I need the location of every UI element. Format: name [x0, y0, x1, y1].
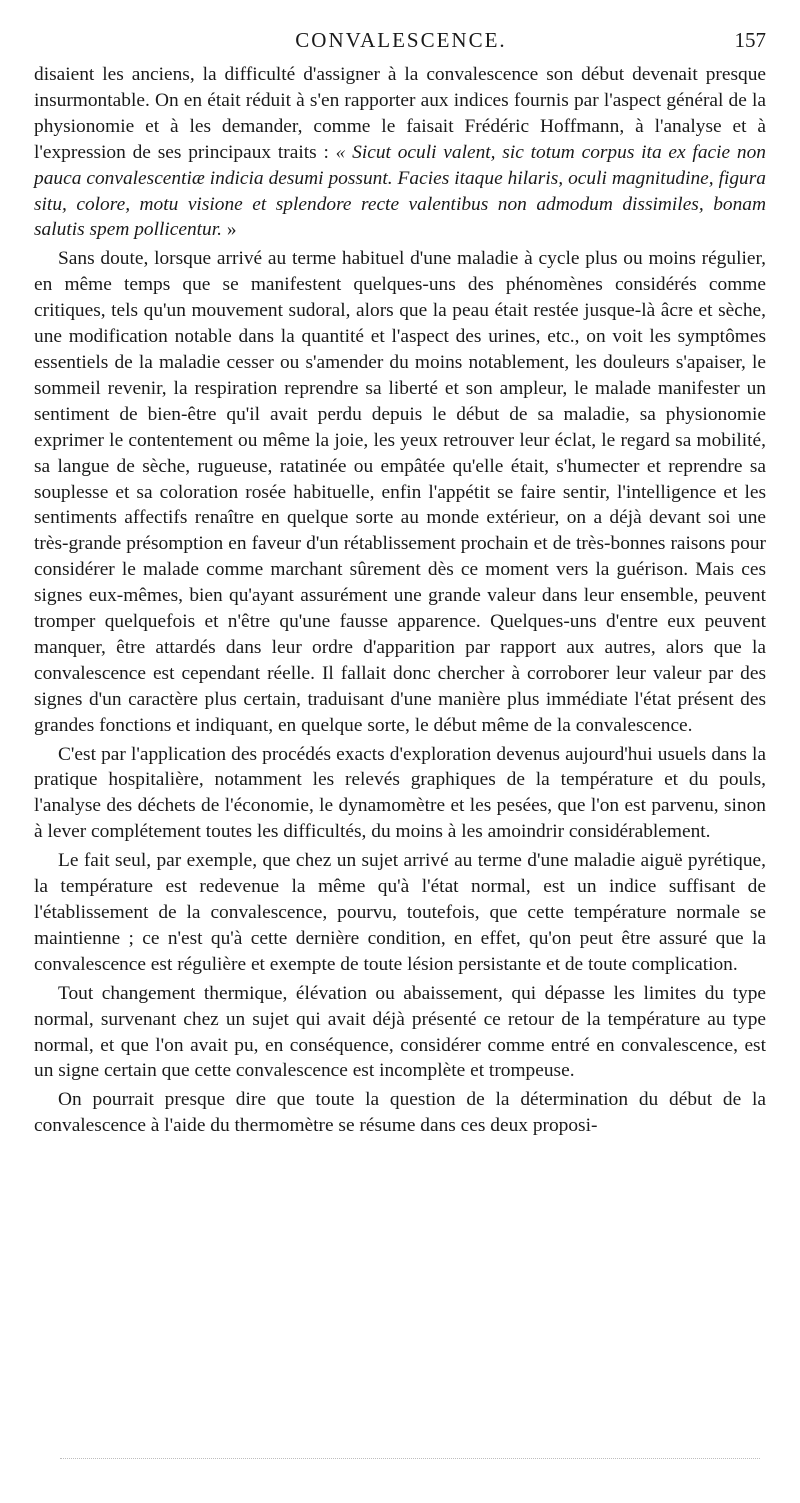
paragraph: Tout changement thermique, élévation ou abaissement, qui dépasse les limites du type normal, survenant chez un sujet qui avait déjà présenté ce retour de la température au type normal, et que l'on avait pu, en conséquence, considérer comme entré en convalescence, est un signe certain que cette convalescence est incomplète et trompeuse. [34, 982, 766, 1082]
paragraph-continuation [34, 62, 766, 243]
paragraph: C'est par l'application des procédés exacts d'exploration devenus aujourd'hui usuels dans la pratique hospitalière, notamment les relevés graphiques de la température et du pouls, l'analyse des déchets de l'économie, le dynamomètre et les pesées, que l'on est parvenu, sinon à lever complétement toutes les difficultés, du moins à les amoindrir considérablement. [34, 743, 766, 843]
bleed-through-line [60, 1458, 760, 1460]
body-text [34, 62, 766, 1142]
running-title: CONVALESCENCE. [295, 28, 507, 52]
running-head [36, 28, 766, 58]
page-number: 157 [734, 28, 766, 52]
paragraph-lead-text: disaient les anciens, la difficulté d'assigner à la convalescence son début devenait presque insurmontable. On en était réduit à s'en rapporter aux indices fournis par l'aspect général de la physionomie et à les demander, comme le faisait Frédéric Hoffmann, à l'analyse et à l'expression de ses principaux traits : [34, 64, 766, 163]
latin-quotation: « Sicut oculi valent, sic totum corpus ita ex facie non pauca convalescentiæ indicia desumi possunt. Facies itaque hilaris, oculi magnitudine, figura situ, colore, motu visione et splendore recte valentibus non admodum dissimiles, bonam salutis spem pollicentur. [34, 141, 766, 241]
paragraph: Le fait seul, par exemple, que chez un sujet arrivé au terme d'une maladie aiguë pyrétique, la température est redevenue la même qu'à l'état normal, est un indice suffisant de l'établissement de la convalescence, pourvu, toutefois, que cette température normale se maintienne ; ce n'est qu'à cette dernière condition, en effet, qu'on peut être assuré que la convalescence est régulière et exempte de toute lésion persistante et de toute complication. [34, 850, 766, 975]
quotation-close: » [221, 219, 237, 241]
paragraph: Sans doute, lorsque arrivé au terme habituel d'une maladie à cycle plus ou moins régulier, en même temps que se manifestent quelques-uns des phénomènes considérés comme critiques, tels qu'un mouvement sudoral, alors que la peau était restée jusque-là âcre et sèche, une modification notable dans la quantité et l'aspect des urines, etc., on voit les symptômes essentiels de la maladie cesser ou s'amender du moins notablement, les douleurs s'apaiser, le sommeil revenir, la respiration reprendre sa liberté et son ampleur, le malade manifester un sentiment de bien-être qu'il avait perdu depuis le début de sa maladie, sa physionomie exprimer le contentement ou même la joie, les yeux retrouver leur éclat, le regard sa mobilité, sa langue de sèche, rugueuse, ratatinée ou empâtée qu'elle était, s'humecter et reprendre sa souplesse et sa coloration rosée habituelle, enfin l'appétit se faire sentir, l'intelligence et les sentiments affectifs renaître en quelque sorte au monde extérieur, on a déjà devant soi une très-grande présomption en faveur d'un rétablissement prochain et de très-bonnes raisons pour considérer le malade comme marchant sûrement dès ce moment vers la guérison. Mais ces signes eux-mêmes, bien qu'ayant assurément une grande valeur dans leur ensemble, peuvent tromper quelquefois et n'être qu'une fausse apparence. Quelques-uns d'entre eux peuvent manquer, être attardés dans leur ordre d'apparition par rapport aux autres, alors que la convalescence est cependant réelle. Il fallait donc chercher à corroborer leur valeur par des signes d'un caractère plus certain, traduisant d'une manière plus immédiate l'état présent des grandes fonctions et indiquant, en quelque sorte, le début même de la convalescence. [34, 248, 766, 736]
paragraph: On pourrait presque dire que toute la question de la détermination du début de la convalescence à l'aide du thermomètre se résume dans ces deux proposi- [34, 1089, 766, 1137]
